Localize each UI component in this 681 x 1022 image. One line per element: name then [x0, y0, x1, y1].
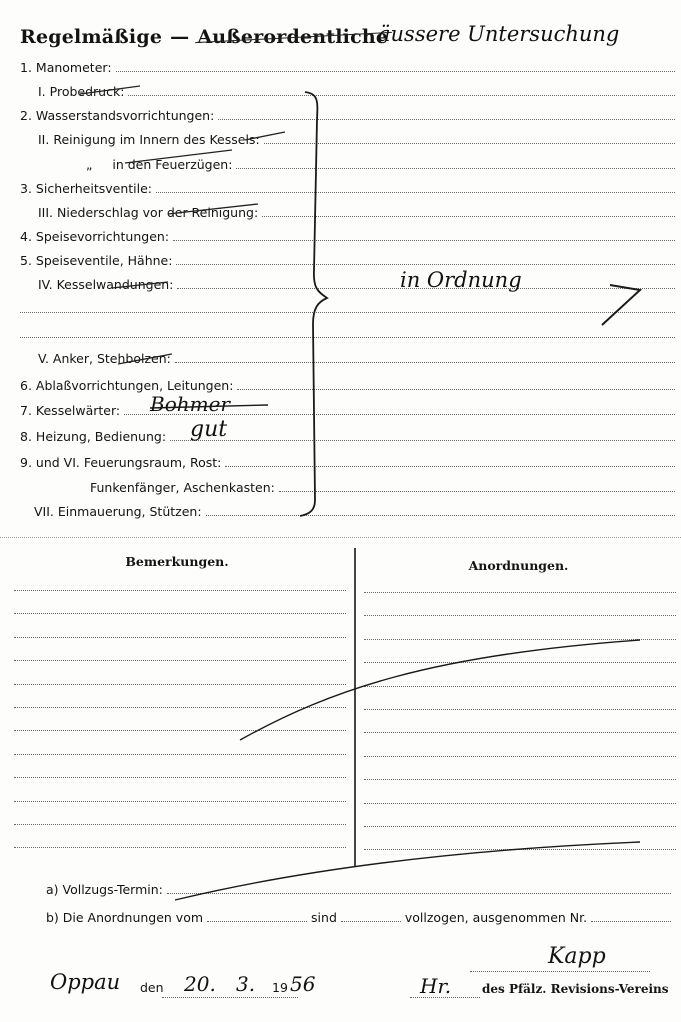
fill-line — [20, 311, 675, 313]
item-label: Heizung, Bedienung: — [35, 429, 167, 444]
writing-line — [364, 661, 676, 663]
item-number: VII. — [34, 504, 54, 519]
orders-from-label: b) Die Anordnungen vom — [46, 910, 204, 925]
fill-line — [116, 70, 675, 72]
item-number: 1. — [20, 60, 32, 75]
vollzogen-label: vollzogen, ausgenommen Nr. — [404, 910, 588, 925]
handwritten-initials: Hr. — [420, 974, 452, 998]
fill-line — [341, 920, 401, 922]
remarks-diagonal — [240, 640, 640, 740]
writing-line — [364, 802, 676, 804]
association-text: des Pfälz. Revisions-Vereins — [482, 982, 669, 996]
item-label: Probedruck: — [49, 84, 125, 99]
writing-line — [364, 685, 676, 687]
writing-line — [364, 708, 676, 710]
fill-line — [167, 892, 671, 894]
fill-line — [20, 336, 675, 338]
item-anker — [38, 346, 675, 366]
date-fill-line — [162, 996, 298, 998]
den-text: den — [140, 980, 164, 995]
writing-line — [14, 753, 346, 755]
item-label: Anker, Stehbolzen: — [52, 351, 171, 366]
fill-line — [206, 514, 675, 516]
item-number: III. — [38, 205, 54, 220]
item-probedruck — [38, 79, 675, 99]
writing-line — [364, 755, 676, 757]
fill-line — [237, 388, 675, 390]
item-number: V. — [38, 351, 49, 366]
sind-label: sind — [311, 910, 337, 925]
writing-line — [14, 706, 346, 708]
fill-line — [264, 142, 675, 144]
handwritten-day: 20. — [184, 972, 216, 996]
writing-line — [364, 591, 676, 593]
item-niederschlag — [38, 200, 675, 220]
item-label: Kesselwärter: — [35, 403, 121, 418]
writing-line — [364, 638, 676, 640]
item-label: Reinigung im Innern des Kessels: — [53, 132, 260, 147]
fill-line — [218, 118, 675, 120]
fill-line — [236, 167, 675, 169]
item-number: 4. — [20, 229, 32, 244]
item-kesselwaerter — [20, 398, 675, 418]
handwritten-place: Oppau — [50, 970, 121, 994]
item-label: Speiseventile, Hähne: — [35, 253, 173, 268]
handwritten-year: 56 — [290, 972, 316, 996]
item-number: 5. — [20, 253, 32, 268]
orders-heading: Anordnungen. — [468, 558, 569, 573]
item-manometer — [20, 55, 675, 75]
fill-line — [156, 191, 675, 193]
writing-line — [364, 825, 676, 827]
writing-line — [14, 800, 346, 802]
item-reinigung-feuerzuege — [86, 152, 675, 172]
signature-line — [470, 970, 650, 972]
item-number: 3. — [20, 181, 32, 196]
handwritten-signature: Kapp — [548, 944, 606, 969]
fill-line — [225, 465, 675, 467]
item-heizung — [20, 424, 675, 444]
fill-line — [170, 439, 675, 441]
item-label: Sicherheitsventile: — [35, 181, 152, 196]
item-speiseventile — [20, 248, 675, 268]
writing-line — [14, 729, 346, 731]
handwritten-heating: gut — [190, 417, 228, 442]
item-label: Einmauerung, Stützen: — [57, 504, 202, 519]
handwritten-attendant: Bohmer — [150, 392, 230, 416]
year-prefix-text: 19 — [272, 980, 288, 995]
writing-line — [14, 823, 346, 825]
date-den-label — [140, 980, 164, 995]
section-divider — [0, 537, 681, 538]
item-wasserstand — [20, 103, 675, 123]
fill-line — [591, 920, 671, 922]
association-name — [482, 982, 669, 996]
item-number: 8. — [20, 429, 32, 444]
writing-line — [364, 848, 676, 850]
writing-line — [364, 614, 676, 616]
writing-line — [14, 659, 346, 661]
deadline-label: a) Vollzugs-Termin: — [46, 882, 163, 897]
writing-line — [14, 846, 346, 848]
writing-line — [14, 683, 346, 685]
writing-line — [14, 589, 346, 591]
fill-line — [279, 490, 675, 492]
fill-line — [173, 239, 675, 241]
year-prefix — [272, 980, 288, 995]
writing-line — [364, 778, 676, 780]
writing-line — [364, 731, 676, 733]
writing-line — [14, 776, 346, 778]
fill-line — [128, 94, 675, 96]
writing-line — [14, 636, 346, 638]
item-label: Wasserstandsvorrichtungen: — [35, 108, 215, 123]
item-label: Manometer: — [35, 60, 112, 75]
remarks-heading: Bemerkungen. — [125, 554, 229, 569]
writing-line — [14, 612, 346, 614]
item-label: Niederschlag vor der Reinigung: — [57, 205, 259, 220]
item-sicherheitsventile — [20, 176, 675, 196]
form-heading — [20, 26, 388, 48]
item-number: 2. — [20, 108, 32, 123]
orders-completion-row — [46, 910, 675, 925]
item-number: „ — [86, 157, 93, 172]
heading-separator: — — [170, 26, 190, 48]
item-number: II. — [38, 132, 50, 147]
item-label: Ablaßvorrichtungen, Leitungen: — [35, 378, 234, 393]
fill-line — [176, 263, 675, 265]
item-feuerungsraum — [20, 450, 675, 470]
fill-line — [207, 920, 307, 922]
deadline-row — [46, 882, 675, 897]
item-label: in den Feuerzügen: — [112, 157, 233, 172]
item-ablassvorrichtungen — [20, 373, 675, 393]
item-kesselwandungen — [38, 272, 675, 292]
item-funkenfaenger — [90, 475, 675, 495]
item-speisevorrichtungen — [20, 224, 675, 244]
heading-crossed-out: Außerordentliche — [197, 26, 389, 48]
item-label: Funkenfänger, Aschenkasten: — [90, 480, 275, 495]
column-divider — [354, 548, 356, 866]
item-einmauerung — [34, 499, 675, 519]
item-label: Kesselwandungen: — [56, 277, 174, 292]
item-reinigung-innern — [38, 127, 675, 147]
item-label: Feuerungsraum, Rost: — [83, 455, 222, 470]
fill-line — [175, 361, 675, 363]
handwritten-month: 3. — [236, 972, 256, 996]
item-number: 7. — [20, 403, 32, 418]
handwritten-condition: in Ordnung — [400, 268, 522, 292]
item-number: I. — [38, 84, 46, 99]
item-number: IV. — [38, 277, 53, 292]
heading-regular: Regelmäßige — [20, 26, 163, 48]
item-number: 9. und VI. — [20, 455, 80, 470]
item-label: Speisevorrichtungen: — [35, 229, 170, 244]
item-number: 6. — [20, 378, 32, 393]
handwritten-exam-type: äussere Untersuchung — [378, 22, 620, 46]
fill-line — [262, 215, 675, 217]
